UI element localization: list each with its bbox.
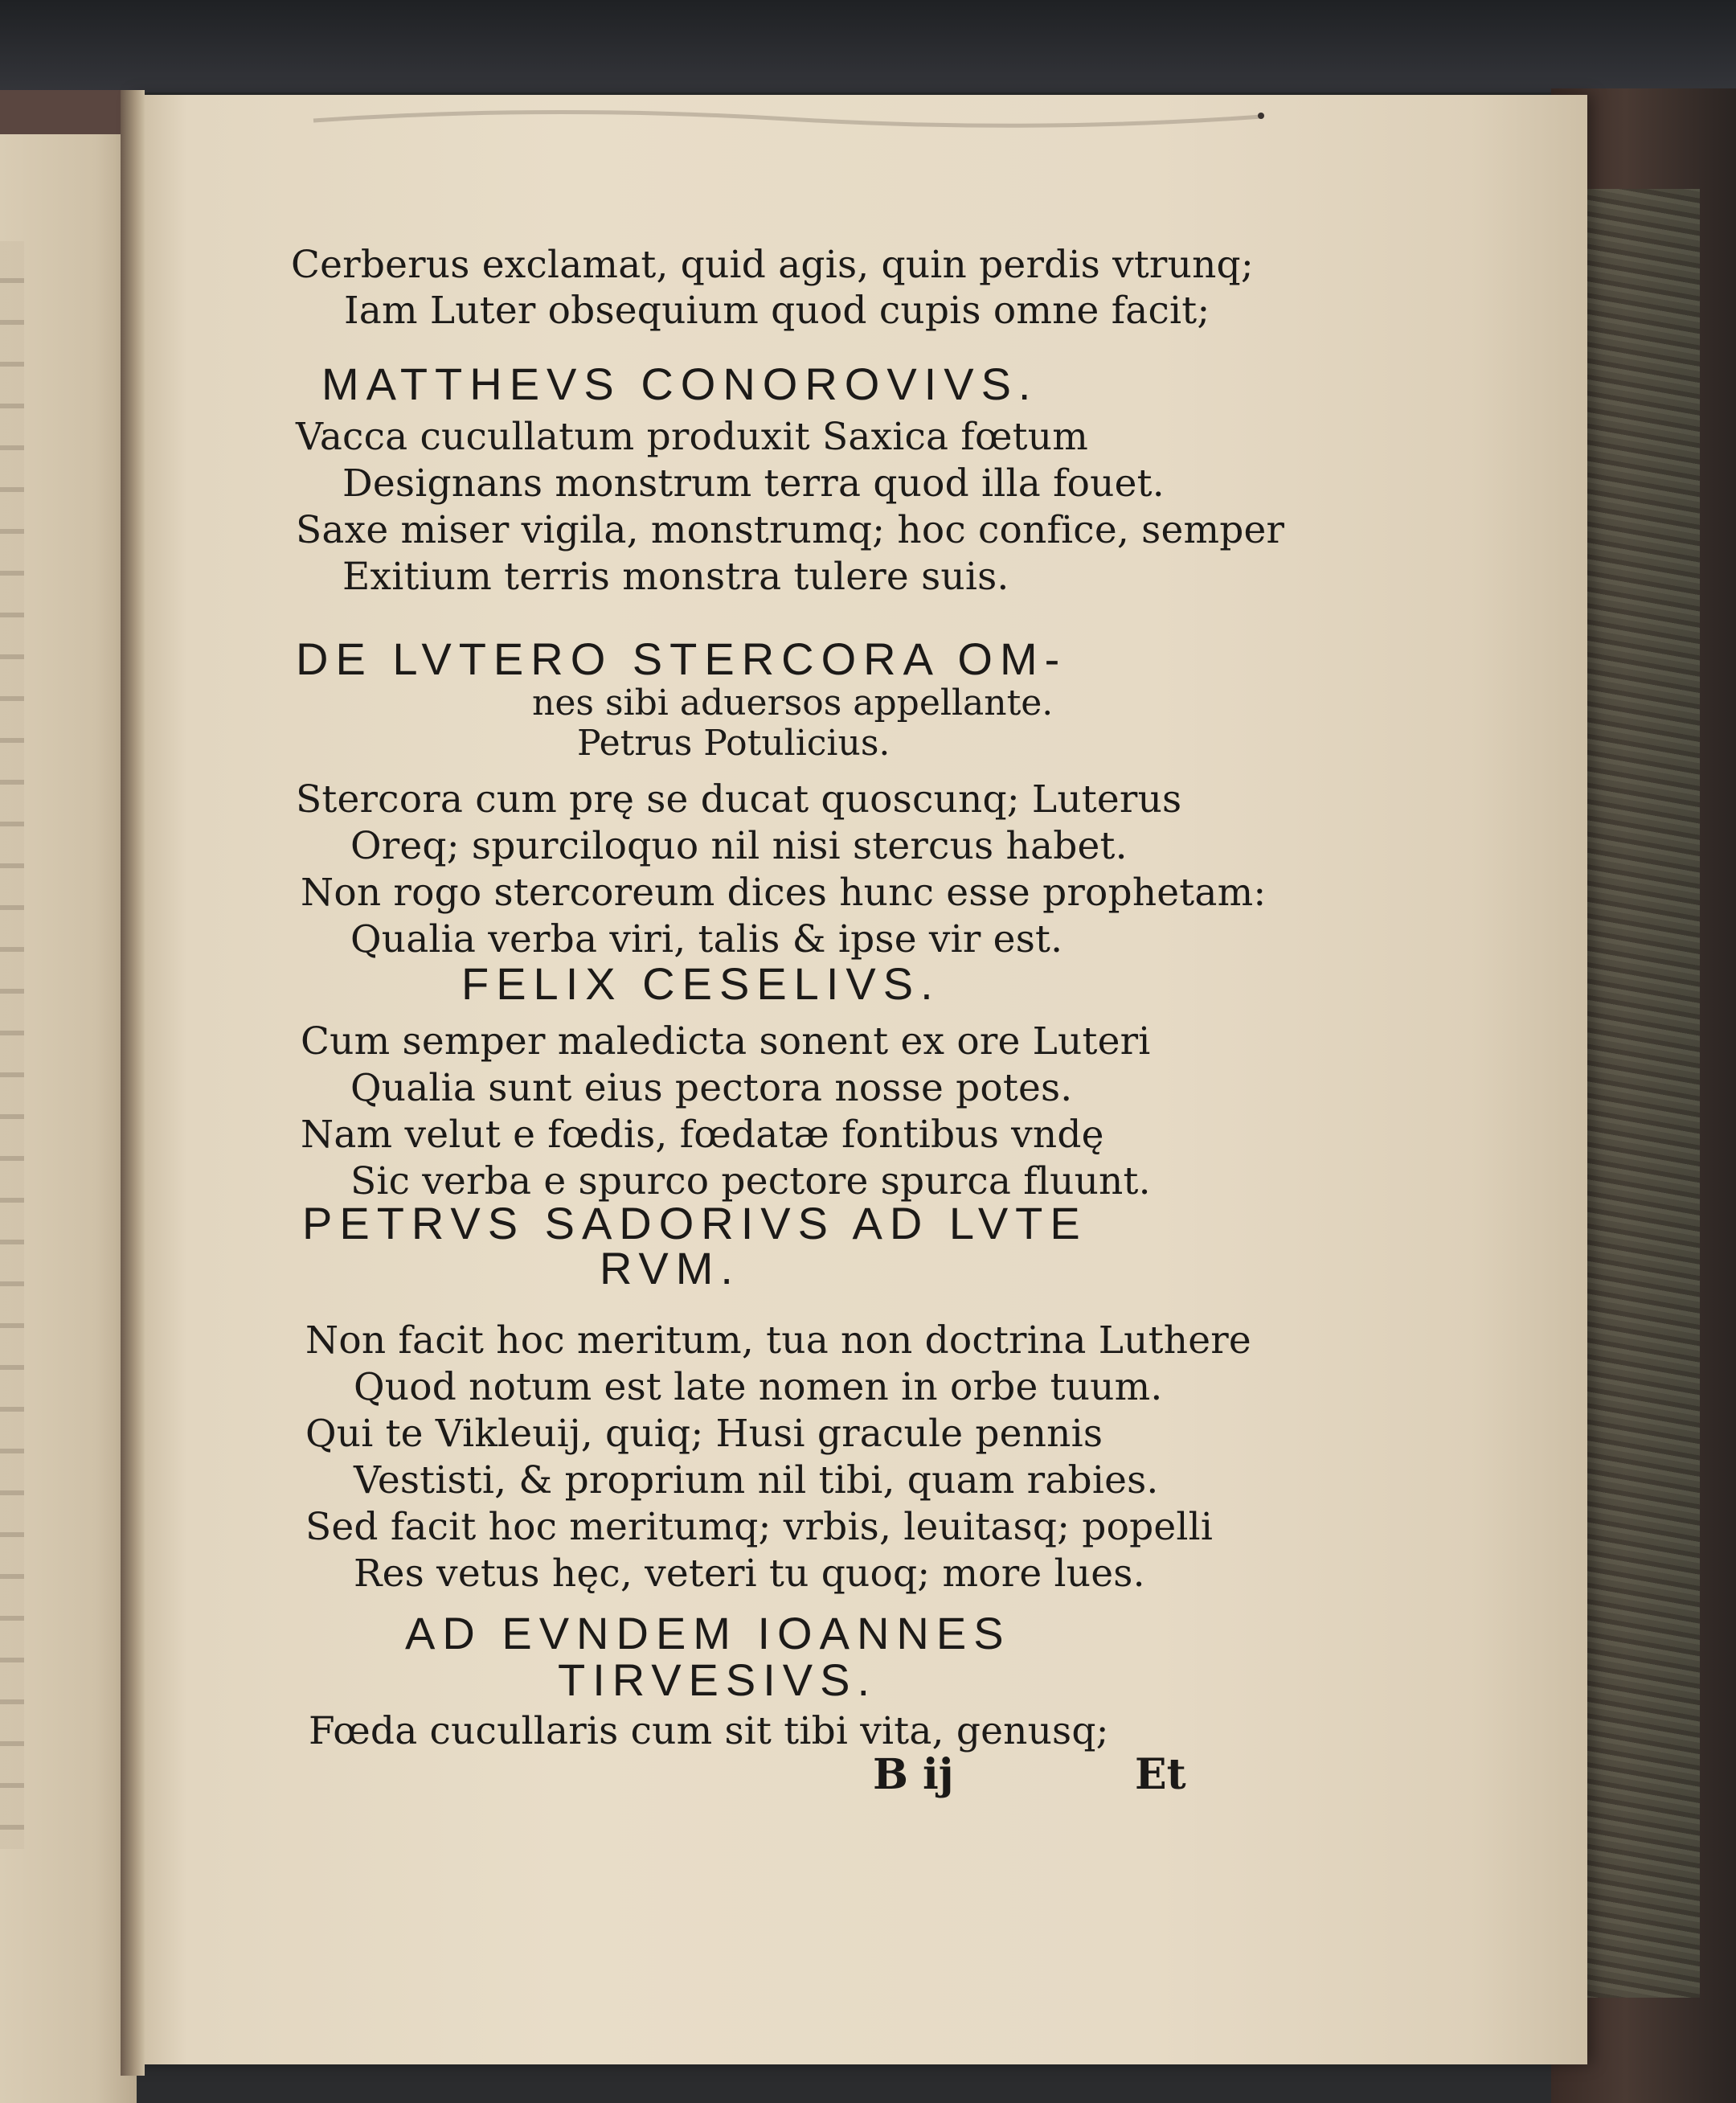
verse-line: Saxe miser vigila, monstrumq; hoc confice, semper <box>296 508 1285 552</box>
verse-line: Qualia sunt eius pectora nosse potes. <box>350 1066 1073 1110</box>
verse-line: Fœda cucullaris cum sit tibi vita, genusq; <box>309 1709 1109 1753</box>
verse-line: Qualia verba viri, talis & ipse vir est. <box>350 917 1063 961</box>
verse-line: Nam velut e fœdis, fœdatæ fontibus vndę <box>301 1113 1104 1157</box>
poem-subheading: nes sibi aduersos appellante. <box>532 683 1054 724</box>
verse-line: Quod notum est late nomen in orbe tuum. <box>354 1365 1163 1409</box>
poem-heading: DE LVTERO STERCORA OM- <box>296 633 1067 684</box>
poem-heading-cont: RVM. <box>600 1243 740 1293</box>
verse-line: Cum semper maledicta sonent ex ore Luteri <box>301 1019 1151 1064</box>
verse-line: Res vetus hęc, veteri tu quoq; more lues. <box>354 1552 1145 1596</box>
verse-line: Stercora cum prę se ducat quoscunq; Luterus <box>296 777 1182 822</box>
text-line: Iam Luter obsequium quod cupis omne facit; <box>344 289 1210 333</box>
catchword: Et <box>1135 1750 1186 1799</box>
verse-line: Oreq; spurciloquo nil nisi stercus habet. <box>350 824 1128 868</box>
verse-line: Vestisti, & proprium nil tibi, quam rabies. <box>354 1458 1159 1502</box>
verse-line: Exitium terris monstra tulere suis. <box>342 555 1009 599</box>
text-line: Cerberus exclamat, quid agis, quin perdis vtrunq; <box>291 243 1254 287</box>
signature-mark: B ij <box>873 1750 954 1799</box>
poem-heading: MATTHEVS CONOROVIVS. <box>321 359 1038 409</box>
verse-line: Non rogo stercoreum dices hunc esse prophetam: <box>301 871 1267 915</box>
verse-line: Non facit hoc meritum, tua non doctrina Luthere <box>305 1318 1251 1363</box>
verse-line: Qui te Vikleuij, quiq; Husi gracule pennis <box>305 1412 1103 1456</box>
poem-heading-cont: TIRVESIVS. <box>558 1654 878 1705</box>
verse-line: Vacca cucullatum produxit Saxica fœtum <box>296 415 1088 459</box>
poem-heading: PETRVS SADORIVS AD LVTE <box>302 1198 1087 1248</box>
poem-heading: AD EVNDEM IOANNES <box>405 1608 1011 1658</box>
verse-line: Sic verba e spurco pectore spurca fluunt. <box>350 1159 1151 1203</box>
verse-line: Designans monstrum terra quod illa fouet. <box>342 461 1165 506</box>
verse-line: Sed facit hoc meritumq; vrbis, leuitasq; popelli <box>305 1505 1214 1549</box>
poem-heading: FELIX CESELIVS. <box>461 958 940 1009</box>
poem-author: Petrus Potulicius. <box>577 723 891 764</box>
